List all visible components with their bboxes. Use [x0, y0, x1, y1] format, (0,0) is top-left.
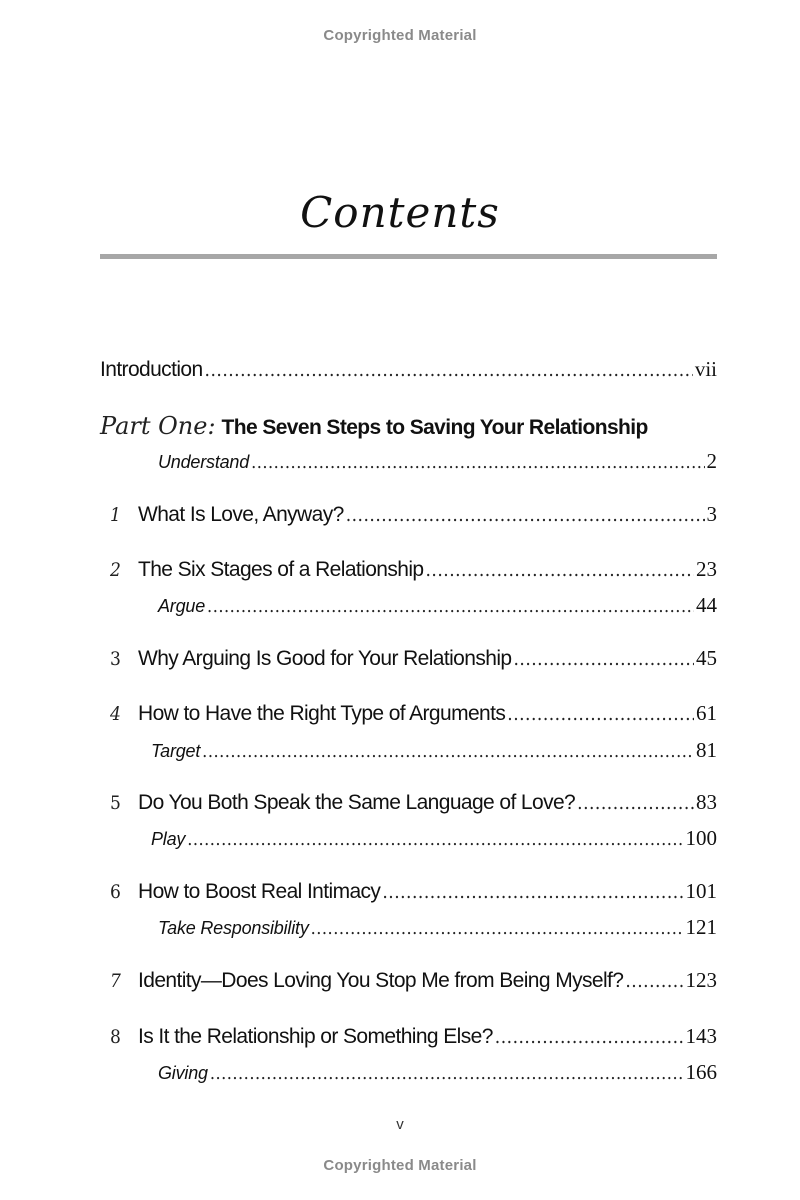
dot-leader: [210, 1063, 684, 1084]
entry-page: 3: [706, 502, 717, 526]
dot-leader: [425, 559, 694, 581]
dot-leader: [311, 918, 684, 939]
dot-leader: [202, 741, 694, 762]
entry-page: 100: [685, 826, 717, 850]
dot-leader: [205, 359, 693, 381]
dot-leader: [346, 504, 705, 526]
entry-title: Take Responsibility: [158, 918, 309, 938]
dot-leader: [187, 829, 683, 850]
part-title: The Seven Steps to Saving Your Relationship: [221, 416, 648, 439]
entry-title: How to Boost Real Intimacy: [138, 880, 381, 903]
toc-subentry-play[interactable]: [151, 826, 717, 856]
watermark-bottom: Copyrighted Material: [323, 1157, 477, 1174]
entry-page: 121: [685, 915, 717, 939]
entry-page: 81: [696, 738, 717, 762]
title-rule: [100, 254, 717, 259]
dot-leader: [577, 792, 694, 814]
entry-title: Play: [151, 829, 186, 849]
entry-title: The Six Stages of a Relationship: [138, 558, 424, 581]
toc-chapter-2[interactable]: [110, 557, 717, 587]
entry-title: Target: [151, 741, 201, 761]
toc-subentry-target[interactable]: [151, 738, 717, 768]
toc-subentry-understand[interactable]: [158, 449, 717, 479]
part-label: Part One:: [100, 412, 216, 440]
entry-page: 44: [696, 593, 717, 617]
toc-chapter-8[interactable]: [110, 1024, 717, 1054]
dot-leader: [625, 970, 683, 992]
dot-leader: [507, 703, 694, 725]
entry-title: Introduction: [100, 358, 203, 381]
watermark-top: Copyrighted Material: [323, 27, 477, 44]
entry-page: 123: [685, 968, 717, 992]
dot-leader: [251, 452, 704, 473]
page-number: v: [396, 1116, 404, 1133]
part-heading: [100, 412, 648, 440]
entry-page: 143: [685, 1024, 717, 1048]
chapter-number: 3: [110, 648, 121, 670]
entry-page: 83: [696, 790, 717, 814]
dot-leader: [207, 596, 694, 617]
toc-chapter-4[interactable]: [110, 701, 717, 731]
entry-page: 45: [696, 646, 717, 670]
toc-chapter-7[interactable]: [110, 968, 717, 998]
entry-title: Understand: [158, 452, 250, 472]
dot-leader: [382, 881, 683, 903]
entry-title: Identity—Does Loving You Stop Me from Being Myself?: [138, 969, 624, 992]
entry-title: What Is Love, Anyway?: [138, 503, 344, 526]
toc-chapter-6[interactable]: [110, 879, 717, 909]
entry-title: How to Have the Right Type of Arguments: [138, 702, 506, 725]
entry-page: 23: [696, 557, 717, 581]
chapter-number: 1: [110, 504, 121, 526]
entry-title: Giving: [158, 1063, 208, 1083]
toc-chapter-1[interactable]: [110, 502, 717, 532]
entry-page: 166: [685, 1060, 717, 1084]
chapter-number: 2: [110, 559, 121, 581]
entry-page: 101: [685, 879, 717, 903]
chapter-number: 5: [110, 792, 121, 814]
toc-subentry-argue[interactable]: [158, 593, 717, 623]
chapter-number: 4: [110, 703, 121, 725]
toc-subentry-giving[interactable]: [158, 1060, 717, 1090]
dot-leader: [495, 1026, 684, 1048]
entry-page: 61: [696, 701, 717, 725]
dot-leader: [513, 648, 694, 670]
toc-subentry-take-responsibility[interactable]: [158, 915, 717, 945]
toc-chapter-5[interactable]: [110, 790, 717, 820]
entry-title: Argue: [158, 596, 206, 616]
chapter-number: 8: [110, 1026, 121, 1048]
entry-title: Is It the Relationship or Something Else?: [138, 1025, 493, 1048]
toc-entry-introduction[interactable]: [100, 357, 717, 387]
toc-chapter-3[interactable]: [110, 646, 717, 676]
entry-page: 2: [706, 449, 717, 473]
chapter-number: 6: [110, 881, 121, 903]
entry-title: Do You Both Speak the Same Language of Love?: [138, 791, 576, 814]
entry-page: vii: [694, 357, 717, 381]
chapter-number: 7: [110, 970, 121, 992]
entry-title: Why Arguing Is Good for Your Relationship: [138, 647, 512, 670]
page-title: Contents: [300, 188, 500, 237]
